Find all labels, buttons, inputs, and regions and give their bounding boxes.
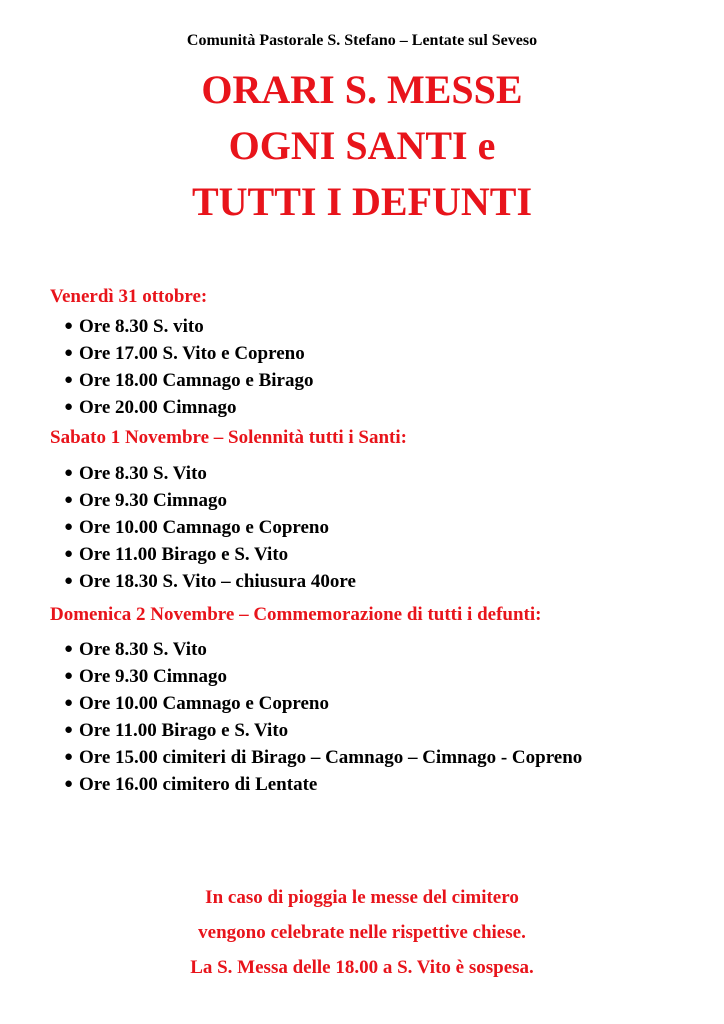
notice-line: vengono celebrate nelle rispettive chiese. (198, 922, 526, 943)
bullet-icon: ● (64, 546, 74, 562)
mass-time: Ore 8.30 S. Vito (79, 639, 207, 660)
bullet-icon: ● (64, 573, 74, 589)
bullet-icon: ● (64, 695, 74, 711)
mass-time: Ore 11.00 Birago e S. Vito (79, 544, 289, 565)
notice-line: La S. Messa delle 18.00 a S. Vito è sospesa. (190, 957, 534, 978)
bullet-icon: ● (64, 641, 74, 657)
page-title (0, 62, 724, 230)
mass-time: Ore 10.00 Camnago e Copreno (79, 517, 329, 538)
list-item (50, 367, 680, 394)
bullet-icon: ● (64, 465, 74, 481)
mass-time: Ore 16.00 cimitero di Lentate (79, 774, 318, 795)
list-item (50, 568, 680, 595)
title-line: TUTTI I DEFUNTI (191, 179, 533, 224)
bullet-icon: ● (64, 399, 74, 415)
bullet-icon: ● (64, 668, 74, 684)
section-heading-sunday: Domenica 2 Novembre – Commemorazione di tutti i defunti: (50, 604, 542, 625)
list-item (50, 541, 680, 568)
mass-list-sunday (50, 636, 680, 798)
mass-time: Ore 18.30 S. Vito – chiusura 40ore (79, 571, 356, 592)
list-item (50, 394, 680, 421)
mass-time: Ore 8.30 S. vito (79, 316, 204, 337)
list-item (50, 514, 680, 541)
bullet-icon: ● (64, 492, 74, 508)
list-item (50, 690, 680, 717)
mass-time: Ore 9.30 Cimnago (79, 490, 227, 511)
bullet-icon: ● (64, 776, 74, 792)
bullet-icon: ● (64, 345, 74, 361)
mass-list-saturday (50, 460, 680, 595)
rain-notice (0, 880, 724, 985)
mass-list-friday (50, 313, 680, 421)
mass-time: Ore 18.00 Camnago e Birago (79, 370, 314, 391)
community-header: Comunità Pastorale S. Stefano – Lentate sul Seveso (186, 32, 538, 49)
list-item (50, 744, 680, 771)
notice-line: In caso di pioggia le messe del cimitero (205, 887, 519, 908)
mass-time: Ore 11.00 Birago e S. Vito (79, 720, 289, 741)
list-item (50, 663, 680, 690)
mass-time: Ore 20.00 Cimnago (79, 397, 237, 418)
mass-time: Ore 10.00 Camnago e Copreno (79, 693, 329, 714)
mass-time: Ore 17.00 S. Vito e Copreno (79, 343, 305, 364)
list-item (50, 717, 680, 744)
list-item (50, 460, 680, 487)
list-item (50, 487, 680, 514)
bullet-icon: ● (64, 722, 74, 738)
title-line: OGNI SANTI e (228, 123, 496, 168)
section-heading-saturday: Sabato 1 Novembre – Solennità tutti i Santi: (50, 427, 407, 448)
list-item (50, 771, 680, 798)
list-item (50, 340, 680, 367)
mass-time: Ore 8.30 S. Vito (79, 463, 207, 484)
bullet-icon: ● (64, 519, 74, 535)
bullet-icon: ● (64, 749, 74, 765)
mass-time: Ore 9.30 Cimnago (79, 666, 227, 687)
mass-schedule (50, 283, 680, 798)
list-item (50, 313, 680, 340)
list-item (50, 636, 680, 663)
bullet-icon: ● (64, 318, 74, 334)
bullet-icon: ● (64, 372, 74, 388)
mass-time: Ore 15.00 cimiteri di Birago – Camnago – Cimnago - Copreno (79, 747, 583, 768)
title-line: ORARI S. MESSE (201, 67, 523, 112)
section-heading-friday: Venerdì 31 ottobre: (50, 286, 208, 307)
